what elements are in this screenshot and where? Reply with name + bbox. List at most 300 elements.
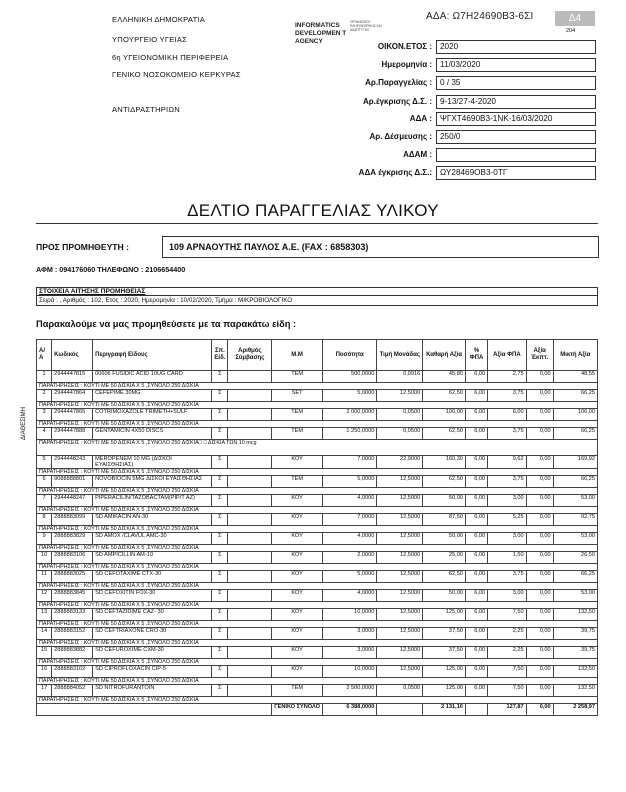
cell-price: 12,5000 (377, 552, 423, 564)
field-value: 0 / 35 (436, 76, 596, 90)
cell-vatv: 3,00 (488, 590, 527, 602)
cell-qty: 1 250,0000 (322, 428, 376, 440)
cell-vatv: 7,50 (488, 685, 527, 697)
cell-net: 37,50 (423, 628, 466, 640)
cell-vatv: 6,00 (488, 409, 527, 421)
total-empty (465, 704, 487, 716)
cell-contract (228, 371, 272, 383)
table-row (37, 371, 598, 383)
supplier-tax-phone: ΑΦΜ : 094176060 ΤΗΛΕΦΩΝΟ : 2106654400 (36, 265, 186, 274)
cell-price: 0,0916 (377, 371, 423, 383)
column-header: Αξία ΦΠΑ (488, 340, 527, 371)
cell-sp: Σ (212, 590, 228, 602)
cell-sp: Σ (212, 409, 228, 421)
row-note: ΠΑΡΑΤΗΡΗΣΕΙΣ : ΚΟΥΤΙ ΜΕ 50 ΔΙΣΚΙΑ Χ 5 ,ΣΥΝΟΛΟ 250 ΔΙΣΚΙΑ (37, 640, 598, 647)
cell-qty: 3,0000 (322, 628, 376, 640)
column-header: Περιγραφή Είδους (93, 340, 212, 371)
cell-gross: 39,75 (553, 628, 597, 640)
column-header: Ποσότητα (322, 340, 376, 371)
table-row (37, 495, 598, 507)
field-value: 250/0 (436, 130, 596, 144)
cell-vatv: 3,75 (488, 476, 527, 488)
cell-code: 2944447815 (52, 371, 93, 383)
cell-gross: 66,25 (553, 428, 597, 440)
cell-gross: 132,50 (553, 666, 597, 678)
cell-mm: ΚΟΥ (272, 552, 323, 564)
table-note-row (37, 659, 598, 666)
cell-aa: 1 (37, 371, 52, 383)
cell-vat: 6,00 (465, 552, 487, 564)
column-header: Κωδικός (52, 340, 93, 371)
cell-price: 12,5000 (377, 533, 423, 545)
request-info-body: Σειρά : , Αριθμός : 102, Έτος : 2020, Ημερομηνία : 10/02/2020, Τμήμα : ΜΙΚΡΟΒΙΟΛΟΓΙΚΟ (39, 297, 293, 304)
cell-mm: TEM (272, 428, 323, 440)
cell-gross: 66,25 (553, 571, 597, 583)
cell-price: 12,5000 (377, 590, 423, 602)
cell-sp: Σ (212, 685, 228, 697)
cell-vat: 6,00 (465, 666, 487, 678)
cell-gross: 66,25 (553, 390, 597, 402)
cell-desc: SD CEFOTAXIME CTX-30 (93, 571, 212, 583)
cell-qty: 10,0000 (322, 609, 376, 621)
cell-net: 62,50 (423, 476, 466, 488)
cell-disc: 0,00 (526, 666, 553, 678)
cell-net: 45,80 (423, 371, 466, 383)
cell-desc: SD CEFOXITIN FOX-30 (93, 590, 212, 602)
cell-gross: 53,00 (553, 495, 597, 507)
cell-gross: 132,50 (553, 609, 597, 621)
cell-gross: 169,92 (553, 456, 597, 469)
cell-mm: TEM (272, 476, 323, 488)
cell-gross: 66,25 (553, 476, 597, 488)
row-note: ΠΑΡΑΤΗΡΗΣΕΙΣ : ΚΟΥΤΙ ΜΕ 50 ΔΙΣΚΙΑ Χ 5 ,ΣΥΝΟΛΟ 250 ΔΙΣΚΙΑ (37, 602, 598, 609)
cell-gross: 106,00 (553, 409, 597, 421)
cell-gross: 48,55 (553, 371, 597, 383)
field-label: Αρ.Παραγγελίας : (365, 78, 432, 87)
cell-net: 37,50 (423, 647, 466, 659)
cell-price: 0,0500 (377, 685, 423, 697)
row-note: ΠΑΡΑΤΗΡΗΣΕΙΣ : ΚΟΥΤΙ ΜΕ 50 ΔΙΣΚΙΑ Χ 5 ,ΣΥΝΟΛΟ 250 ΔΙΣΚΙΑ (37, 383, 598, 390)
cell-disc: 0,00 (526, 533, 553, 545)
cell-vatv: 5,25 (488, 514, 527, 526)
field-label: ΑΔΑ έγκρισης Δ.Σ.: (358, 168, 432, 177)
supplier-value: 109 ΑΡΝΑΟΥΤΗΣ ΠΑΥΛΟΣ Α.Ε. (FAX : 6858303) (162, 236, 599, 258)
ada-stamp: ΑΔΑ: Ω7Η24690Β3-6ΣΙ (426, 11, 534, 22)
cell-mm: ΚΟΥ (272, 533, 323, 545)
cell-vat: 6,00 (465, 590, 487, 602)
cell-disc: 0,00 (526, 371, 553, 383)
cell-contract (228, 666, 272, 678)
cell-qty: 7,0000 (322, 456, 376, 469)
field-value: 9-13/27-4-2020 (436, 95, 596, 109)
cell-vat: 6,00 (465, 390, 487, 402)
table-row (37, 590, 598, 602)
cell-price: 12,5000 (377, 571, 423, 583)
cell-vatv: 3,00 (488, 533, 527, 545)
column-header: Αξία Έκπτ. (526, 340, 553, 371)
cell-contract (228, 390, 272, 402)
cell-contract (228, 428, 272, 440)
total-vatv: 127,87 (488, 704, 527, 716)
cell-desc: 00606 FUSIDIC ACID 10UG CARD (93, 371, 212, 383)
table-note-row (37, 621, 598, 628)
cell-contract (228, 476, 272, 488)
total-net: 2 131,10 (423, 704, 466, 716)
cell-vatv: 7,50 (488, 666, 527, 678)
cell-net: 50,00 (423, 533, 466, 545)
field-label: Ημερομηνία : (381, 60, 432, 69)
total-label: ΓΕΝΙΚΟ ΣΥΝΟΛΟ (272, 704, 323, 716)
cell-disc: 0,00 (526, 628, 553, 640)
cell-price: 12,5000 (377, 514, 423, 526)
cell-price: 0,0500 (377, 409, 423, 421)
cell-qty: 7,0000 (322, 514, 376, 526)
items-table (36, 339, 598, 716)
cell-contract (228, 628, 272, 640)
cell-vatv: 2,25 (488, 628, 527, 640)
cell-qty: 5,0000 (322, 390, 376, 402)
field-value (436, 148, 596, 162)
table-row (37, 514, 598, 526)
cell-net: 87,50 (423, 514, 466, 526)
cell-mm: TEM (272, 371, 323, 383)
cell-qty: 2 000,0000 (322, 409, 376, 421)
cell-desc: SD CEFUROXIME CXM-30 (93, 647, 212, 659)
row-note: ΠΑΡΑΤΗΡΗΣΕΙΣ : ΚΟΥΤΙ ΜΕ 50 ΔΙΣΚΙΑ Χ 5 ,ΣΥΝΟΛΟ 250 ΔΙΣΚΙΑ (37, 526, 598, 533)
cell-desc: SD CEFTAZIDIME CAZ- 30 (93, 609, 212, 621)
table-note-row (37, 421, 598, 428)
cell-vatv: 3,00 (488, 495, 527, 507)
column-header: Σπ. Είδ. (212, 340, 228, 371)
doc-badge-number: 204 (566, 28, 576, 34)
cell-price: 0,0500 (377, 428, 423, 440)
cell-price: 12,5000 (377, 390, 423, 402)
total-qty: 6 388,0000 (322, 704, 376, 716)
column-header: Καθαρή Αξία (423, 340, 466, 371)
field-value: 2020 (436, 40, 596, 54)
cell-desc: SD CEFTRIAXONE CRO-30 (93, 628, 212, 640)
table-note-row (37, 583, 598, 590)
supplier-label: ΠΡΟΣ ΠΡΟΜΗΘΕΥΤΗ : (36, 242, 130, 252)
cell-aa: 4 (37, 428, 52, 440)
total-row (37, 704, 598, 716)
cell-qty: 10,0000 (322, 666, 376, 678)
cell-code: 2888883106 (52, 552, 93, 564)
cell-vat: 6,00 (465, 456, 487, 469)
cell-code: 2888883133 (52, 609, 93, 621)
cell-aa: 2 (37, 390, 52, 402)
cell-price: 12,5000 (377, 495, 423, 507)
table-note-row (37, 640, 598, 647)
cell-mm: SET (272, 390, 323, 402)
cell-code: 9088888801 (52, 476, 93, 488)
cell-gross: 92,75 (553, 514, 597, 526)
cell-desc: SD CIPROFLOXACIN CIP-5 (93, 666, 212, 678)
cell-aa: 12 (37, 590, 52, 602)
cell-net: 62,50 (423, 428, 466, 440)
cell-vatv: 3,75 (488, 428, 527, 440)
cell-mm: ΚΟΥ (272, 456, 323, 469)
table-note-row (37, 526, 598, 533)
cell-desc: MEROPENEM 10 MG (ΔΙΣΚΟΙ ΕΥΑΙΣΘΗΣΙΑΣ) (93, 456, 212, 469)
total-empty (377, 704, 423, 716)
cell-mm: ΚΟΥ (272, 666, 323, 678)
cell-desc: COTRIMOXAZOLE TRIMETH+SULF (93, 409, 212, 421)
cell-mm: ΚΟΥ (272, 571, 323, 583)
total-gross: 2 258,97 (553, 704, 597, 716)
cell-net: 100,00 (423, 409, 466, 421)
cell-disc: 0,00 (526, 390, 553, 402)
request-info-header: ΣΤΟΙΧΕΙΑ ΑΙΤΗΣΗΣ ΠΡΟΜΗΘΕΙΑΣ (37, 288, 597, 296)
cell-price: 12,5000 (377, 647, 423, 659)
cell-contract (228, 609, 272, 621)
cell-vat: 6,00 (465, 428, 487, 440)
cell-disc: 0,00 (526, 647, 553, 659)
cell-desc: SD AMIKACIN AN-30 (93, 514, 212, 526)
cell-desc: NOVOBIOCIN 5MG ΔΙΣΚΟΙ ΕΥΑΙΣΘΗΣΙΑΣ (93, 476, 212, 488)
table-note-row (37, 383, 598, 390)
cell-contract (228, 495, 272, 507)
table-note-row (37, 488, 598, 495)
table-note-row (37, 402, 598, 409)
table-row (37, 647, 598, 659)
row-note: ΠΑΡΑΤΗΡΗΣΕΙΣ : ΚΟΥΤΙ ΜΕ 50 ΔΙΣΚΙΑ Χ 5 ,ΣΥΝΟΛΟ 250 ΔΙΣΚΙΑ (37, 697, 598, 704)
cell-vat: 6,00 (465, 514, 487, 526)
cell-qty: 500,0000 (322, 371, 376, 383)
field-label: ΑΔΑΜ : (403, 150, 432, 159)
cell-aa: 11 (37, 571, 52, 583)
cell-desc: GENTAMICIN 4X50 DISCS (93, 428, 212, 440)
cell-aa: 3 (37, 409, 52, 421)
cell-aa: 6 (37, 476, 52, 488)
table-note-row (37, 564, 598, 571)
cell-desc: SD AMOX /CLAVUL AMC-30 (93, 533, 212, 545)
cell-aa: 14 (37, 628, 52, 640)
cell-vat: 6,00 (465, 571, 487, 583)
cell-contract (228, 456, 272, 469)
cell-sp: Σ (212, 495, 228, 507)
field-label: ΟΙΚΟΝ.ΕΤΟΣ : (377, 42, 432, 51)
org-line-2: ΥΠΟΥΡΓΕΙΟ ΥΓΕΙΑΣ (112, 35, 187, 44)
title-divider (36, 223, 598, 224)
table-row (37, 476, 598, 488)
informatics-logo-small: ΟΡΓΑΝΙΣΜΟΣ ΠΛΗΡΟΦΟΡΙΚΗΣ ΚΑΙ ΑΝΑΠΤΥΞΗΣ (350, 20, 382, 32)
cell-vat: 6,00 (465, 628, 487, 640)
cell-qty: 3,0000 (322, 647, 376, 659)
cell-code: 2944448247 (52, 495, 93, 507)
cell-qty: 4,0000 (322, 533, 376, 545)
table-row (37, 390, 598, 402)
cell-contract (228, 685, 272, 697)
cell-net: 62,50 (423, 571, 466, 583)
doc-badge: Δ4 (555, 11, 595, 26)
cell-vatv: 3,75 (488, 571, 527, 583)
cell-disc: 0,00 (526, 409, 553, 421)
cell-sp: Σ (212, 533, 228, 545)
cell-sp: Σ (212, 628, 228, 640)
cell-desc: SD AMPICILLIN AM-10 (93, 552, 212, 564)
cell-desc: SD NITROFURANTOIN (93, 685, 212, 697)
cell-aa: 15 (37, 647, 52, 659)
cell-mm: TEM (272, 409, 323, 421)
cell-vat: 6,00 (465, 371, 487, 383)
cell-vatv: 9,62 (488, 456, 527, 469)
row-note: ΠΑΡΑΤΗΡΗΣΕΙΣ : ΚΟΥΤΙ ΜΕ 50 ΔΙΣΚΙΑ Χ 5 ,ΣΥΝΟΛΟ 250 ΔΙΣΚΙΑ (37, 678, 598, 685)
cell-contract (228, 409, 272, 421)
cell-gross: 39,75 (553, 647, 597, 659)
cell-contract (228, 571, 272, 583)
cell-desc: CEFEPIME 30MG (93, 390, 212, 402)
cell-sp: Σ (212, 552, 228, 564)
cell-vatv: 2,25 (488, 647, 527, 659)
cell-contract (228, 590, 272, 602)
column-header: Μικτή Αξία (553, 340, 597, 371)
table-note-row (37, 678, 598, 685)
cell-code: 2944447865 (52, 409, 93, 421)
table-row (37, 552, 598, 564)
table-row (37, 571, 598, 583)
column-header: Μ.Μ (272, 340, 323, 371)
cell-code: 2888883829 (52, 533, 93, 545)
cell-aa: 17 (37, 685, 52, 697)
table-row (37, 409, 598, 421)
row-note: ΠΑΡΑΤΗΡΗΣΕΙΣ : ΚΟΥΤΙ ΜΕ 50 ΔΙΣΚΙΑ Χ 5 ,ΣΥΝΟΛΟ 250 ΔΙΣΚΙΑ (37, 421, 598, 428)
field-label: Αρ.έγκρισης Δ.Σ. : (363, 97, 432, 106)
cell-vatv: 2,75 (488, 371, 527, 383)
column-header: Α/Α (37, 340, 52, 371)
table-note-row (37, 545, 598, 552)
cell-disc: 0,00 (526, 609, 553, 621)
total-empty (37, 704, 272, 716)
org-line-5: ΑΝΤΙΔΡΑΣΤΗΡΙΩΝ (112, 105, 180, 114)
cell-code: 2888883025 (52, 571, 93, 583)
table-header-row (37, 340, 598, 371)
row-note: ΠΑΡΑΤΗΡΗΣΕΙΣ : ΚΟΥΤΙ ΜΕ 50 ΔΙΣΚΙΑ Χ 5 ,ΣΥΝΟΛΟ 250 ΔΙΣΚΙΑ (37, 507, 598, 514)
row-note: ΠΑΡΑΤΗΡΗΣΕΙΣ : ΚΟΥΤΙ ΜΕ 50 ΔΙΣΚΙΑ Χ 5 ,ΣΥΝΟΛΟ 250 ΔΙΣΚΙΑ (37, 488, 598, 495)
table-row (37, 685, 598, 697)
cell-qty: 2 500,0000 (322, 685, 376, 697)
cell-sp: Σ (212, 609, 228, 621)
column-header: Τιμή Μονάδας (377, 340, 423, 371)
cell-sp: Σ (212, 514, 228, 526)
cell-code: 2888884052 (52, 685, 93, 697)
field-value: ΨΓΧΤ4690Β3-1ΝΚ-16/03/2020 (436, 112, 596, 126)
cell-gross: 53,00 (553, 533, 597, 545)
total-disc: 0,00 (526, 704, 553, 716)
request-info-box (36, 287, 598, 306)
cell-code: 2888883102 (52, 666, 93, 678)
field-value: ΩΥ28469ΟΒ3-0ΤΓ (436, 166, 596, 180)
row-note: ΠΑΡΑΤΗΡΗΣΕΙΣ : ΚΟΥΤΙ ΜΕ 50 ΔΙΣΚΙΑ Χ 5 ,ΣΥΝΟΛΟ 250 ΔΙΣΚΙΑ (37, 564, 598, 571)
cell-disc: 0,00 (526, 685, 553, 697)
cell-disc: 0,00 (526, 495, 553, 507)
table-row (37, 666, 598, 678)
row-note: ΠΑΡΑΤΗΡΗΣΕΙΣ : ΚΟΥΤΙ ΜΕ 50 ΔΙΣΚΙΑ Χ 5 ,ΣΥΝΟΛΟ 250 ΔΙΣΚΙΑ□ □ ΔΙΣΚΙΑ ΤΩΝ 10 mcg (37, 440, 598, 456)
cell-vatv: 1,50 (488, 552, 527, 564)
cell-sp: Σ (212, 647, 228, 659)
cell-code: 2888883152 (52, 628, 93, 640)
cell-net: 125,00 (423, 685, 466, 697)
table-note-row (37, 602, 598, 609)
row-note: ΠΑΡΑΤΗΡΗΣΕΙΣ : ΚΟΥΤΙ ΜΕ 50 ΔΙΣΚΙΑ Χ 5 ,ΣΥΝΟΛΟ 250 ΔΙΣΚΙΑ (37, 583, 598, 590)
cell-code: 2944447864 (52, 390, 93, 402)
row-note: ΠΑΡΑΤΗΡΗΣΕΙΣ : ΚΟΥΤΙ ΜΕ 50 ΔΙΣΚΙΑ Χ 5 ,ΣΥΝΟΛΟ 250 ΔΙΣΚΙΑ (37, 621, 598, 628)
cell-contract (228, 552, 272, 564)
cell-price: 12,5000 (377, 666, 423, 678)
cell-vat: 6,00 (465, 495, 487, 507)
cell-mm: ΚΟΥ (272, 514, 323, 526)
cell-price: 12,5000 (377, 628, 423, 640)
field-label: Αρ. Δέσμευσης : (369, 132, 432, 141)
cell-net: 25,00 (423, 552, 466, 564)
cell-mm: ΚΟΥ (272, 647, 323, 659)
cell-aa: 10 (37, 552, 52, 564)
org-line-4: ΓΕΝΙΚΟ ΝΟΣΟΚΟΜΕΙΟ ΚΕΡΚΥΡΑΣ (112, 70, 241, 79)
page-title: ΔΕΛΤΙΟ ΠΑΡΑΓΓΕΛΙΑΣ ΥΛΙΚΟΥ (187, 201, 439, 220)
cell-vat: 6,00 (465, 533, 487, 545)
informatics-logo: INFORMATICS DEVELOPMEN T AGENCY (295, 22, 347, 45)
table-note-row (37, 469, 598, 476)
cell-disc: 0,00 (526, 590, 553, 602)
table-note-row (37, 440, 598, 456)
cell-disc: 0,00 (526, 571, 553, 583)
cell-mm: TEM (272, 685, 323, 697)
table-row (37, 456, 598, 469)
table-row (37, 533, 598, 545)
cell-mm: ΚΟΥ (272, 495, 323, 507)
cell-mm: ΚΟΥ (272, 609, 323, 621)
cell-code: 2888883882 (52, 647, 93, 659)
cell-gross: 132,50 (553, 685, 597, 697)
table-row (37, 609, 598, 621)
cell-sp: Σ (212, 666, 228, 678)
cell-net: 50,00 (423, 590, 466, 602)
cell-code: 2944447888 (52, 428, 93, 440)
cell-aa: 7 (37, 495, 52, 507)
cell-contract (228, 514, 272, 526)
cell-contract (228, 533, 272, 545)
cell-disc: 0,00 (526, 552, 553, 564)
cell-sp: Σ (212, 476, 228, 488)
cell-net: 125,00 (423, 666, 466, 678)
side-label: ΔΙΑΘΕΣΙΜΗ (21, 407, 27, 440)
cell-aa: 13 (37, 609, 52, 621)
field-value: 11/03/2020 (436, 58, 596, 72)
cell-disc: 0,00 (526, 514, 553, 526)
cell-aa: 8 (37, 514, 52, 526)
cell-disc: 0,00 (526, 428, 553, 440)
cell-price: 22,9000 (377, 456, 423, 469)
cell-qty: 4,0000 (322, 590, 376, 602)
cell-vat: 6,00 (465, 609, 487, 621)
org-line-1: ΕΛΛΗΝΙΚΗ ΔΗΜΟΚΡΑΤΙΑ (112, 15, 205, 24)
cell-vat: 6,00 (465, 409, 487, 421)
column-header: % ΦΠΑ (465, 340, 487, 371)
cell-disc: 0,00 (526, 456, 553, 469)
cell-sp: Σ (212, 390, 228, 402)
table-note-row (37, 697, 598, 704)
cell-net: 62,50 (423, 390, 466, 402)
cell-qty: 2,0000 (322, 552, 376, 564)
cell-sp: Σ (212, 371, 228, 383)
cell-price: 12,5000 (377, 476, 423, 488)
table-note-row (37, 507, 598, 514)
cell-vat: 6,00 (465, 685, 487, 697)
cell-aa: 5 (37, 456, 52, 469)
cell-mm: ΚΟΥ (272, 628, 323, 640)
cell-net: 50,00 (423, 495, 466, 507)
cell-sp: Σ (212, 428, 228, 440)
